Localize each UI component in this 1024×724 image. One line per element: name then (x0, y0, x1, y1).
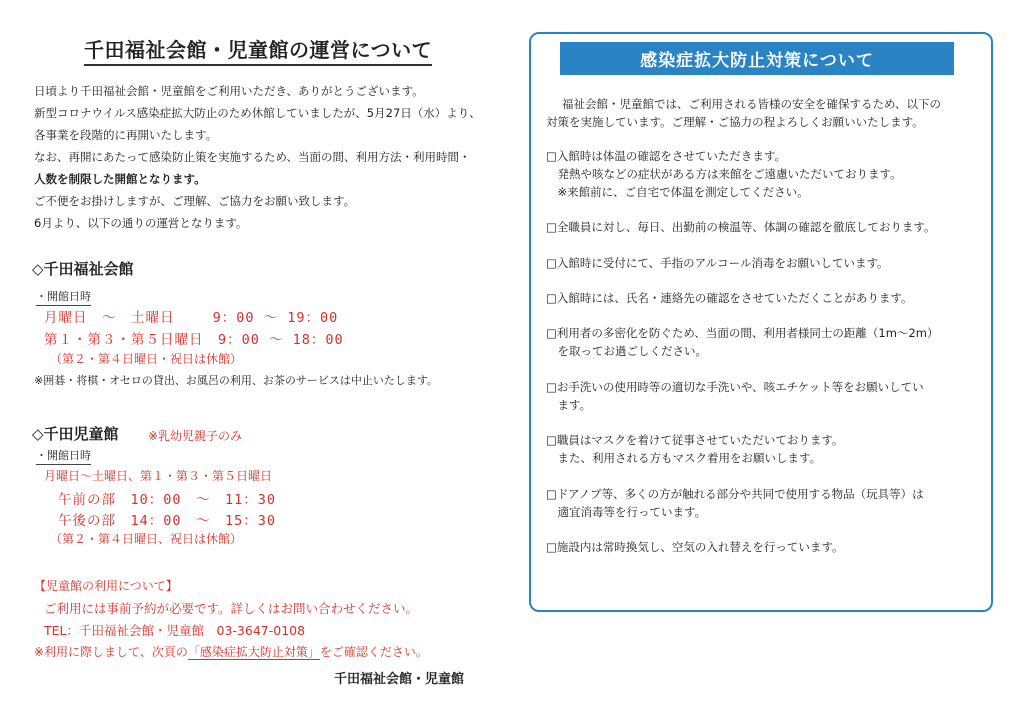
measure-item: 適宜消毒等を行っています。 (546, 505, 707, 519)
intro-line: 日頃より千田福祉会館・児童館をご利用いただき、ありがとうございます。 (34, 84, 424, 98)
usage-note-link[interactable]: 「感染症拡大防止対策」 (187, 645, 320, 659)
page-title: 千田福祉会館・児童館の運営について (84, 34, 432, 66)
welfare-note: ※囲碁・将棋・オセロの貸出、お風呂の利用、お茶のサービスは中止いたします。 (34, 374, 439, 387)
measures-intro: 福祉会館・児童館では、ご利用される皆様の安全を確保するため、以下の (562, 97, 942, 111)
intro-line: なお、再開にあたって感染防止策を実施するため、当面の間、利用方法・利用時間・ (34, 150, 471, 164)
measures-banner: 感染症拡大防止対策について (560, 42, 954, 75)
children-heading-note: ※乳幼児親子のみ (148, 429, 243, 443)
measure-item: □利用者の多密化を防ぐため、当面の間、利用者様同士の距離（1m～2m） (546, 326, 939, 340)
measure-item: また、利用される方もマスク着用をお願いします。 (546, 451, 822, 465)
measure-item: □施設内は常時換気し、空気の入れ替えを行っています。 (546, 540, 844, 554)
measure-item: □全職員に対し、毎日、出勤前の検温等、体調の確認を徹底しております。 (546, 220, 936, 234)
intro-line: 新型コロナウイルス感染症拡大防止のため休館していましたが、5月27日（水）より、 (34, 106, 481, 120)
measure-item: を取ってお過ごしください。 (546, 344, 707, 358)
measures-intro: 対策を実施しています。ご理解・ご協力の程よろしくお願いいたします。 (546, 115, 924, 129)
measure-item: ます。 (546, 398, 592, 412)
usage-note-suffix: をご確認ください。 (319, 645, 428, 659)
measure-item: □入館時には、氏名・連絡先の確認をさせていただくことがあります。 (546, 291, 913, 305)
measure-item: □ドアノブ等、多くの方が触れる部分や共同で使用する物品（玩具等）は (546, 487, 924, 501)
children-heading: ◇千田児童館 (32, 425, 119, 443)
usage-note-prefix: ※利用に際しまして、次頁の (34, 645, 188, 659)
measure-item: □入館時は体温の確認をさせていただきます。 (546, 149, 786, 163)
usage-heading: 【児童館の利用について】 (34, 579, 178, 593)
measure-item: □入館時に受付にて、手指のアルコール消毒をお願いしています。 (546, 256, 889, 270)
children-hours: 月曜日～土曜日、第１・第３・第５日曜日 (44, 469, 273, 483)
usage-tel: TEL：千田福祉会館・児童館 03-3647-0108 (44, 623, 306, 638)
children-closed: （第２・第４日曜日、祝日は休館） (50, 532, 243, 546)
welfare-hours-label: ・開館日時 (36, 288, 91, 306)
measure-item: 発熱や咳などの症状がある方は来館をご遠慮いただいております。 (546, 167, 902, 181)
welfare-hours: 月曜日 ～ 土曜日 9：00 ～ 19：00 (44, 310, 339, 326)
welfare-heading: ◇千田福祉会館 (32, 260, 134, 278)
measure-item: □職員はマスクを着けて従事させていただいております。 (546, 433, 844, 447)
welfare-closed: （第２・第４日曜日・祝日は休館） (50, 352, 243, 366)
intro-line: 6月より、以下の通りの運営となります。 (34, 216, 248, 230)
measure-item: ※来館前に、ご自宅で体温を測定してください。 (546, 185, 809, 199)
intro-line: ご不便をお掛けしますが、ご理解、ご協力をお願い致します。 (34, 194, 356, 208)
intro-line: 人数を制限した開館となります。 (34, 172, 206, 186)
children-hours: 午前の部 10：00 ～ 11：30 (58, 492, 277, 508)
usage-line: ご利用には事前予約が必要です。詳しくはお問い合わせください。 (44, 601, 419, 616)
children-hours-label: ・開館日時 (36, 447, 91, 465)
children-hours: 午後の部 14：00 ～ 15：30 (58, 513, 277, 529)
welfare-hours: 第１・第３・第５日曜日 9：00 ～ 18：00 (44, 332, 344, 348)
intro-line: 各事業を段階的に再開いたします。 (34, 128, 218, 142)
measure-item: □お手洗いの使用時等の適切な手洗いや、咳エチケット等をお願いしてい (546, 380, 924, 394)
usage-note (34, 643, 428, 660)
footer-org: 千田福祉会館・児童館 (334, 672, 465, 687)
